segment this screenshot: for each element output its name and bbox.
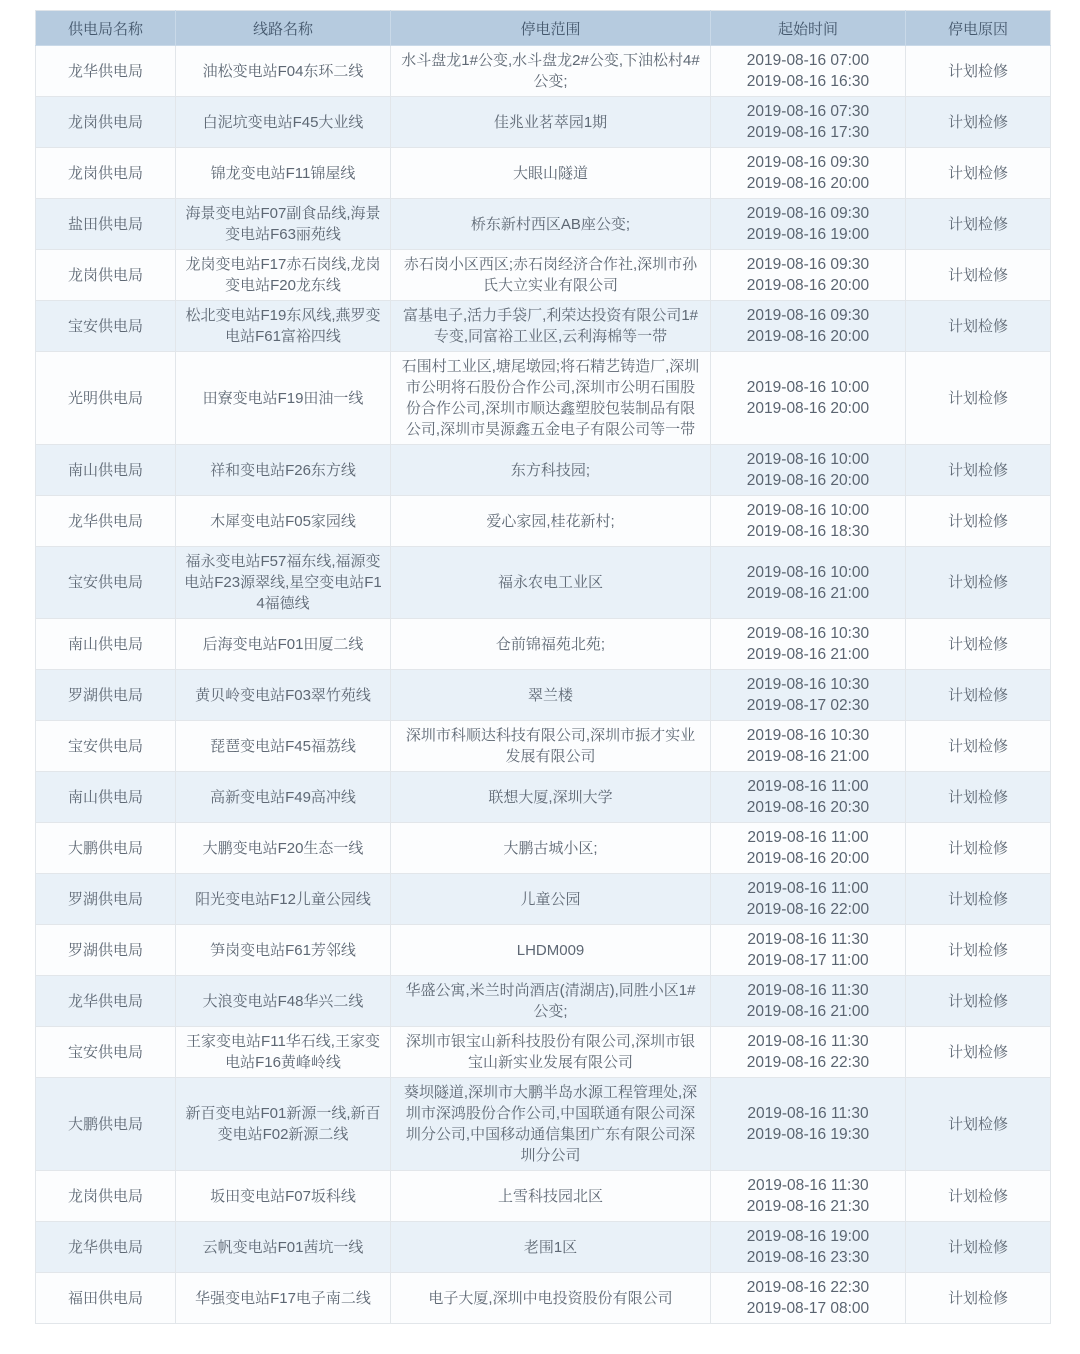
reason-cell: 计划检修 [906,301,1051,352]
scope-cell: 葵坝隧道,深圳市大鹏半岛水源工程管理处,深圳市深鸿股份合作公司,中国联通有限公司深圳分公司,中国移动通信集团广东有限公司深圳分公司 [391,1078,711,1171]
time-cell [711,1171,906,1222]
bureau-cell: 宝安供电局 [36,547,176,619]
start-time: 2019-08-16 10:00 [746,379,870,396]
scope-cell: 桥东新村西区AB座公变; [391,199,711,250]
line-cell: 木犀变电站F05家园线 [176,496,391,547]
bureau-cell: 龙岗供电局 [36,97,176,148]
table-row [36,148,1051,199]
reason-cell: 计划检修 [906,1273,1051,1324]
line-cell: 后海变电站F01田厦二线 [176,619,391,670]
reason-cell: 计划检修 [906,148,1051,199]
line-cell: 云帆变电站F01茜坑一线 [176,1222,391,1273]
scope-cell: 佳兆业茗萃园1期 [391,97,711,148]
end-time: 2019-08-16 22:30 [746,1054,870,1071]
reason-cell: 计划检修 [906,823,1051,874]
bureau-cell: 宝安供电局 [36,721,176,772]
scope-cell: 爱心家园,桂花新村; [391,496,711,547]
end-time: 2019-08-16 21:00 [746,748,870,765]
end-time: 2019-08-16 21:00 [746,646,870,663]
time-cell [711,1027,906,1078]
time-cell [711,772,906,823]
reason-cell: 计划检修 [906,250,1051,301]
table-row [36,721,1051,772]
column-header-scope: 停电范围 [391,11,711,46]
reason-cell: 计划检修 [906,1222,1051,1273]
reason-cell: 计划检修 [906,772,1051,823]
start-time: 2019-08-16 09:30 [746,205,870,222]
time-cell [711,1078,906,1171]
table-row [36,352,1051,445]
scope-cell: 老围1区 [391,1222,711,1273]
end-time: 2019-08-16 18:30 [746,523,870,540]
line-cell: 松北变电站F19东风线,燕罗变电站F61富裕四线 [176,301,391,352]
line-cell: 祥和变电站F26东方线 [176,445,391,496]
column-header-start-time: 起始时间 [711,11,906,46]
time-cell [711,352,906,445]
reason-cell: 计划检修 [906,496,1051,547]
end-time: 2019-08-16 23:30 [746,1249,870,1266]
line-cell: 福永变电站F57福东线,福源变电站F23源翠线,星空变电站F14福德线 [176,547,391,619]
column-header-reason: 停电原因 [906,11,1051,46]
line-cell: 锦龙变电站F11锦屋线 [176,148,391,199]
table-row [36,46,1051,97]
bureau-cell: 南山供电局 [36,619,176,670]
line-cell: 笋岗变电站F61芳邻线 [176,925,391,976]
bureau-cell: 盐田供电局 [36,199,176,250]
reason-cell: 计划检修 [906,445,1051,496]
end-time: 2019-08-16 20:00 [746,277,870,294]
table-row [36,496,1051,547]
start-time: 2019-08-16 10:30 [746,625,870,642]
time-cell [711,199,906,250]
start-time: 2019-08-16 10:00 [746,502,870,519]
reason-cell: 计划检修 [906,97,1051,148]
line-cell: 王家变电站F11华石线,王家变电站F16黄峰岭线 [176,1027,391,1078]
bureau-cell: 宝安供电局 [36,301,176,352]
bureau-cell: 龙岗供电局 [36,250,176,301]
bureau-cell: 龙岗供电局 [36,1171,176,1222]
time-cell [711,823,906,874]
reason-cell: 计划检修 [906,874,1051,925]
bureau-cell: 南山供电局 [36,445,176,496]
end-time: 2019-08-16 21:00 [746,584,870,602]
line-cell: 黄贝岭变电站F03翠竹苑线 [176,670,391,721]
start-time: 2019-08-16 09:30 [746,154,870,171]
start-time: 2019-08-16 11:30 [747,931,869,948]
table-row [36,445,1051,496]
start-time: 2019-08-16 07:30 [746,103,870,120]
bureau-cell: 大鹏供电局 [36,1078,176,1171]
time-cell [711,301,906,352]
start-time: 2019-08-16 22:30 [746,1279,870,1296]
table-row [36,250,1051,301]
table-row [36,772,1051,823]
end-time: 2019-08-16 19:30 [746,1126,870,1143]
time-cell [711,721,906,772]
reason-cell: 计划检修 [906,721,1051,772]
end-time: 2019-08-17 11:00 [747,952,869,969]
start-time: 2019-08-16 10:00 [746,563,870,581]
start-time: 2019-08-16 19:00 [746,1228,870,1245]
time-cell [711,148,906,199]
end-time: 2019-08-16 20:30 [746,799,870,816]
time-cell [711,670,906,721]
start-time: 2019-08-16 10:30 [746,676,870,693]
scope-cell: 联想大厦,深圳大学 [391,772,711,823]
bureau-cell: 光明供电局 [36,352,176,445]
reason-cell: 计划检修 [906,619,1051,670]
bureau-cell: 龙岗供电局 [36,148,176,199]
table-row [36,874,1051,925]
header-row [36,11,1051,46]
scope-cell: 儿童公园 [391,874,711,925]
reason-cell: 计划检修 [906,1027,1051,1078]
table-row [36,1078,1051,1171]
start-time: 2019-08-16 10:30 [746,727,870,744]
start-time: 2019-08-16 11:30 [747,1033,869,1050]
end-time: 2019-08-16 19:00 [746,226,870,243]
table-row [36,1273,1051,1324]
end-time: 2019-08-16 20:00 [746,175,870,192]
time-cell [711,97,906,148]
line-cell: 油松变电站F04东环二线 [176,46,391,97]
column-header-line: 线路名称 [176,11,391,46]
bureau-cell: 龙华供电局 [36,46,176,97]
power-outage-table [35,10,1051,1324]
scope-cell: 华盛公寓,米兰时尚酒店(清湖店),同胜小区1#公变; [391,976,711,1027]
time-cell [711,46,906,97]
start-time: 2019-08-16 11:00 [747,829,869,846]
scope-cell: 深圳市银宝山新科技股份有限公司,深圳市银宝山新实业发展有限公司 [391,1027,711,1078]
start-time: 2019-08-16 10:00 [746,451,870,468]
start-time: 2019-08-16 11:30 [747,982,869,999]
bureau-cell: 罗湖供电局 [36,874,176,925]
line-cell: 白泥坑变电站F45大业线 [176,97,391,148]
reason-cell: 计划检修 [906,670,1051,721]
scope-cell: 电子大厦,深圳中电投资股份有限公司 [391,1273,711,1324]
line-cell: 龙岗变电站F17赤石岗线,龙岗变电站F20龙东线 [176,250,391,301]
line-cell: 海景变电站F07副食品线,海景变电站F63丽苑线 [176,199,391,250]
bureau-cell: 龙华供电局 [36,1222,176,1273]
time-cell [711,445,906,496]
reason-cell: 计划检修 [906,352,1051,445]
end-time: 2019-08-16 17:30 [746,124,870,141]
time-cell [711,1222,906,1273]
bureau-cell: 罗湖供电局 [36,670,176,721]
scope-cell: 富基电子,活力手袋厂,利荣达投资有限公司1#专变,同富裕工业区,云利海棉等一带 [391,301,711,352]
end-time: 2019-08-17 08:00 [746,1300,870,1317]
bureau-cell: 南山供电局 [36,772,176,823]
scope-cell: 石围村工业区,塘尾墩园;将石精艺铸造厂,深圳市公明将石股份合作公司,深圳市公明石围股份合作公司,深圳市顺达鑫塑胶包装制品有限公司,深圳市昊源鑫五金电子有限公司等一带 [391,352,711,445]
reason-cell: 计划检修 [906,547,1051,619]
table-row [36,1222,1051,1273]
table-row [36,823,1051,874]
end-time: 2019-08-17 02:30 [746,697,870,714]
scope-cell: 翠兰楼 [391,670,711,721]
scope-cell: 赤石岗小区西区;赤石岗经济合作社,深圳市孙氏大立实业有限公司 [391,250,711,301]
table-row [36,1171,1051,1222]
time-cell [711,547,906,619]
bureau-cell: 大鹏供电局 [36,823,176,874]
end-time: 2019-08-16 21:30 [746,1198,870,1215]
bureau-cell: 龙华供电局 [36,976,176,1027]
start-time: 2019-08-16 11:00 [747,778,869,795]
reason-cell: 计划检修 [906,925,1051,976]
table-row [36,976,1051,1027]
time-cell [711,976,906,1027]
reason-cell: 计划检修 [906,1078,1051,1171]
line-cell: 琵琶变电站F45福荔线 [176,721,391,772]
scope-cell: 大鹏古城小区; [391,823,711,874]
scope-cell: 水斗盘龙1#公变,水斗盘龙2#公变,下油松村4#公变; [391,46,711,97]
scope-cell: 东方科技园; [391,445,711,496]
end-time: 2019-08-16 16:30 [746,73,870,90]
end-time: 2019-08-16 20:00 [746,850,870,867]
scope-cell: 大眼山隧道 [391,148,711,199]
time-cell [711,619,906,670]
time-cell [711,496,906,547]
table-row [36,925,1051,976]
time-cell [711,1273,906,1324]
scope-cell: LHDM009 [391,925,711,976]
end-time: 2019-08-16 21:00 [746,1003,870,1020]
start-time: 2019-08-16 09:30 [746,256,870,273]
start-time: 2019-08-16 11:30 [747,1105,869,1122]
column-header-bureau: 供电局名称 [36,11,176,46]
reason-cell: 计划检修 [906,976,1051,1027]
table-row [36,547,1051,619]
table-header [36,11,1051,46]
reason-cell: 计划检修 [906,199,1051,250]
scope-cell: 福永农电工业区 [391,547,711,619]
start-time: 2019-08-16 11:00 [747,880,869,897]
bureau-cell: 龙华供电局 [36,496,176,547]
scope-cell: 仓前锦福苑北苑; [391,619,711,670]
time-cell [711,925,906,976]
line-cell: 大浪变电站F48华兴二线 [176,976,391,1027]
end-time: 2019-08-16 20:00 [746,400,870,417]
end-time: 2019-08-16 20:00 [746,472,870,489]
table-row [36,301,1051,352]
end-time: 2019-08-16 20:00 [746,328,870,345]
line-cell: 田寮变电站F19田油一线 [176,352,391,445]
bureau-cell: 宝安供电局 [36,1027,176,1078]
time-cell [711,250,906,301]
end-time: 2019-08-16 22:00 [746,901,870,918]
line-cell: 高新变电站F49高冲线 [176,772,391,823]
table-row [36,97,1051,148]
scope-cell: 上雪科技园北区 [391,1171,711,1222]
table-row [36,199,1051,250]
start-time: 2019-08-16 09:30 [746,307,870,324]
bureau-cell: 福田供电局 [36,1273,176,1324]
bureau-cell: 罗湖供电局 [36,925,176,976]
line-cell: 华强变电站F17电子南二线 [176,1273,391,1324]
table-body [36,46,1051,1324]
line-cell: 大鹏变电站F20生态一线 [176,823,391,874]
start-time: 2019-08-16 07:00 [746,52,870,69]
line-cell: 阳光变电站F12儿童公园线 [176,874,391,925]
reason-cell: 计划检修 [906,46,1051,97]
line-cell: 新百变电站F01新源一线,新百变电站F02新源二线 [176,1078,391,1171]
table-row [36,1027,1051,1078]
scope-cell: 深圳市科顺达科技有限公司,深圳市振才实业发展有限公司 [391,721,711,772]
table-row [36,619,1051,670]
start-time: 2019-08-16 11:30 [747,1177,869,1194]
line-cell: 坂田变电站F07坂科线 [176,1171,391,1222]
table-row [36,670,1051,721]
time-cell [711,874,906,925]
reason-cell: 计划检修 [906,1171,1051,1222]
